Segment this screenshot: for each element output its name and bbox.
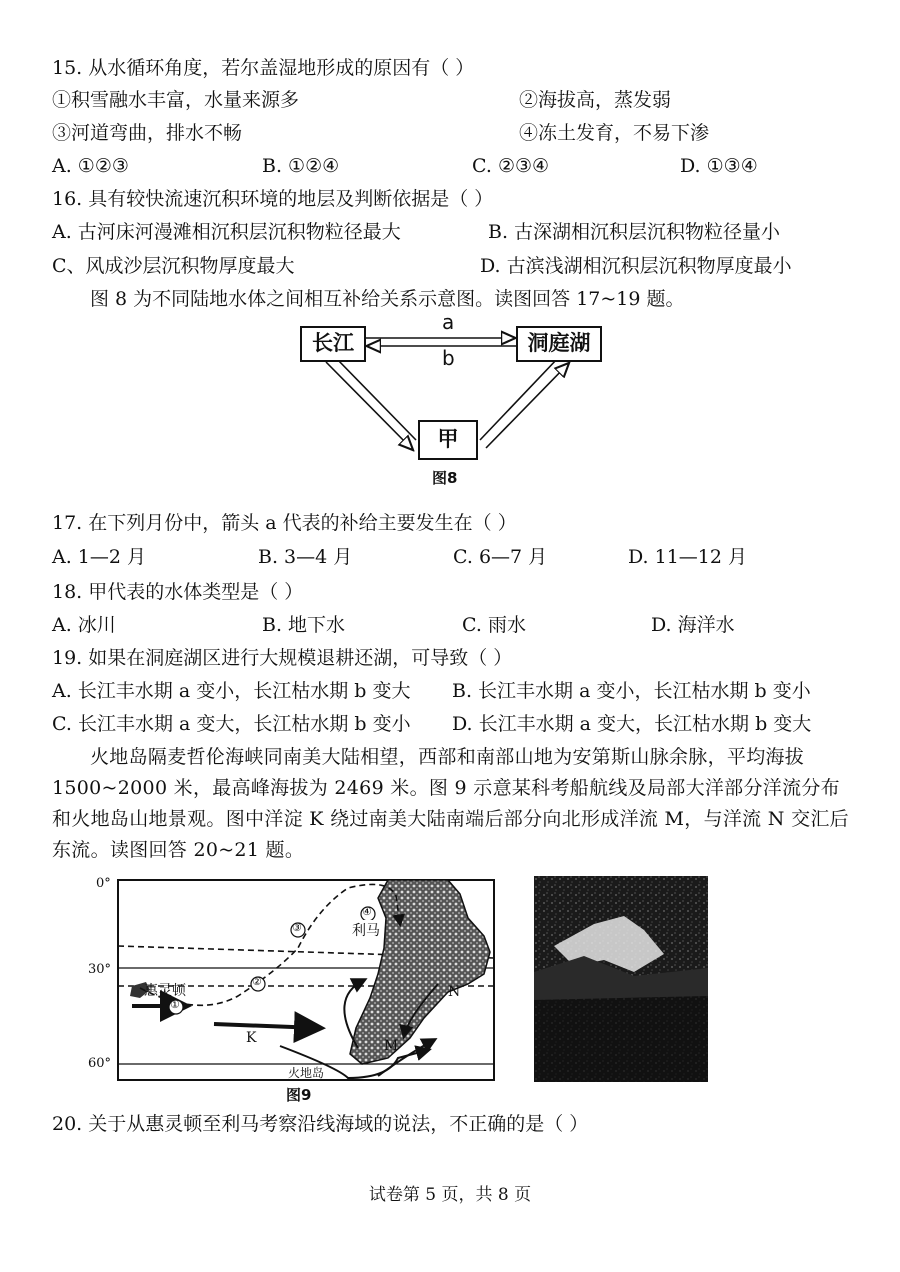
q19-option-d: D. 长江丰水期 a 变大，长江枯水期 b 变大 [452, 713, 812, 735]
q16-option-b: B. 古深湖相沉积层沉积物粒径量小 [488, 221, 781, 243]
q17-option-a: A. 1—2 月 [52, 546, 147, 568]
q15-statement-2: ②海拔高，蒸发弱 [519, 89, 672, 111]
route-point-3: ③ [292, 921, 302, 934]
route-point-1: ① [170, 998, 180, 1011]
q18-option-a: A. 冰川 [52, 614, 116, 636]
q20-stem: 20. 关于从惠灵顿至利马考察沿线海域的说法，不正确的是（ ） [52, 1113, 589, 1135]
q17-option-c: C. 6—7 月 [453, 546, 548, 568]
box-jia: 甲 [418, 420, 478, 460]
lat-60-label: 60° [88, 1056, 112, 1071]
tierra-del-fuego-label: 火地岛 [288, 1066, 325, 1080]
fig9-intro: 火地岛隔麦哲伦海峡同南美大陆相望，西部和南部山地为安第斯山脉余脉，平均海拔 1500~2000 米，最高峰海拔为 2469 米。图 9 示意某科考船航线及局部大洋部分洋流分布和火地岛山地景观。图中洋淀 K 绕过南美大陆南端后部分向北形成洋流 M，与洋流 N 交汇后东流。读图回答 20~21 题。 [52, 746, 849, 861]
q19-option-c: C. 长江丰水期 a 变大，长江枯水期 b 变小 [52, 713, 411, 735]
q15-option-a: A. ①②③ [52, 155, 129, 177]
q17-option-d: D. 11—12 月 [628, 546, 748, 568]
q17-stem: 17. 在下列月份中，箭头 a 代表的补给主要发生在（ ） [52, 512, 517, 534]
lat-0-label: 0° [96, 876, 111, 891]
tierra-del-fuego-photo [534, 876, 708, 1082]
q19-stem: 19. 如果在洞庭湖区进行大规模退耕还湖，可导致（ ） [52, 647, 513, 669]
q18-option-b: B. 地下水 [262, 614, 346, 636]
current-k-label: K [246, 1030, 257, 1046]
lat-30-label: 30° [88, 962, 112, 977]
route-point-4: ④ [362, 905, 372, 918]
q19-option-b: B. 长江丰水期 a 变小，长江枯水期 b 变小 [452, 680, 811, 702]
photo-drawing [534, 876, 708, 1082]
q18-option-d: D. 海洋水 [651, 614, 735, 636]
figure-9-caption: 图9 [286, 1086, 312, 1104]
box-dongting-lake: 洞庭湖 [516, 326, 602, 362]
arrow-label-a: a [442, 310, 455, 334]
q15-option-b: B. ①②④ [262, 155, 340, 177]
q15-option-c: C. ②③④ [472, 155, 550, 177]
q15-stem: 15. 从水循环角度，若尔盖湿地形成的原因有（ ） [52, 57, 475, 79]
arrow-label-b: b [442, 346, 455, 370]
q16-stem: 16. 具有较快流速沉积环境的地层及判断依据是（ ） [52, 188, 494, 210]
current-n-label: N [448, 984, 461, 1000]
figure-9-map [88, 878, 500, 1082]
route-point-2: ② [252, 975, 262, 988]
q15-statement-3: ③河道弯曲，排水不畅 [52, 122, 243, 144]
q18-option-c: C. 雨水 [462, 614, 526, 636]
current-m-label: M [384, 1038, 399, 1054]
wellington-label: 惠灵顿 [144, 983, 186, 999]
q16-option-a: A. 古河床河漫滩相沉积层沉积物粒径最大 [52, 221, 401, 243]
q18-stem: 18. 甲代表的水体类型是（ ） [52, 581, 304, 603]
figure-8-caption: 图8 [432, 469, 458, 487]
q15-statement-1: ①积雪融水丰富，水量来源多 [52, 89, 300, 111]
fig8-intro: 图 8 为不同陆地水体之间相互补给关系示意图。读图回答 17~19 题。 [90, 288, 685, 310]
q16-option-c: C、风成沙层沉积物厚度最大 [52, 255, 295, 277]
q15-option-d: D. ①③④ [680, 155, 758, 177]
box-changjiang: 长江 [300, 326, 366, 362]
q16-option-d: D. 古滨浅湖相沉积层沉积物厚度最小 [480, 255, 792, 277]
figure-8 [296, 312, 606, 492]
q19-option-a: A. 长江丰水期 a 变小，长江枯水期 b 变大 [52, 680, 411, 702]
q17-option-b: B. 3—4 月 [258, 546, 353, 568]
q15-statement-4: ④冻土发育，不易下渗 [519, 122, 710, 144]
page-footer: 试卷第 5 页，共 8 页 [368, 1185, 532, 1205]
lima-label: 利马 [352, 920, 380, 940]
